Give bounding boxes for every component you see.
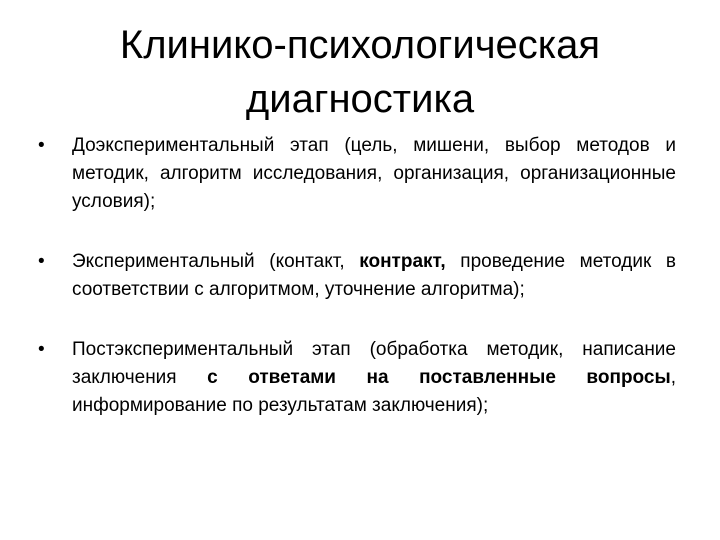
bullet-text-end: проведение методик в соответствии с алгоритмом, уточнение алгоритма); — [72, 251, 676, 300]
bullet-item-experimental — [38, 248, 676, 304]
bullet-icon: • — [38, 251, 45, 272]
bullet-text-start: Экспериментальный (контакт, — [72, 251, 360, 272]
slide-title-line-1: Клинико-психологическая — [119, 23, 601, 67]
bullet-text-start: Постэкспериментальный этап (обработка методик, написание заключения — [72, 339, 676, 388]
slide-title — [40, 18, 680, 126]
bullet-list — [38, 132, 676, 420]
bullet-item-postexperimental — [38, 336, 676, 420]
bullet-icon: • — [38, 339, 45, 360]
slide-title-line-2: диагностика — [245, 77, 475, 121]
bullet-item-preexperimental — [38, 132, 676, 216]
bullet-text-end: , информирование по результатам заключения); — [72, 367, 676, 416]
bullet-text-bold: контракт, — [359, 251, 446, 272]
bullet-text-bold: с ответами на поставленные вопросы — [207, 367, 671, 388]
bullet-text: Доэкспериментальный этап (цель, мишени, выбор методов и методик, алгоритм исследования, организация, организационные условия); — [72, 135, 676, 212]
bullet-icon: • — [38, 135, 45, 156]
